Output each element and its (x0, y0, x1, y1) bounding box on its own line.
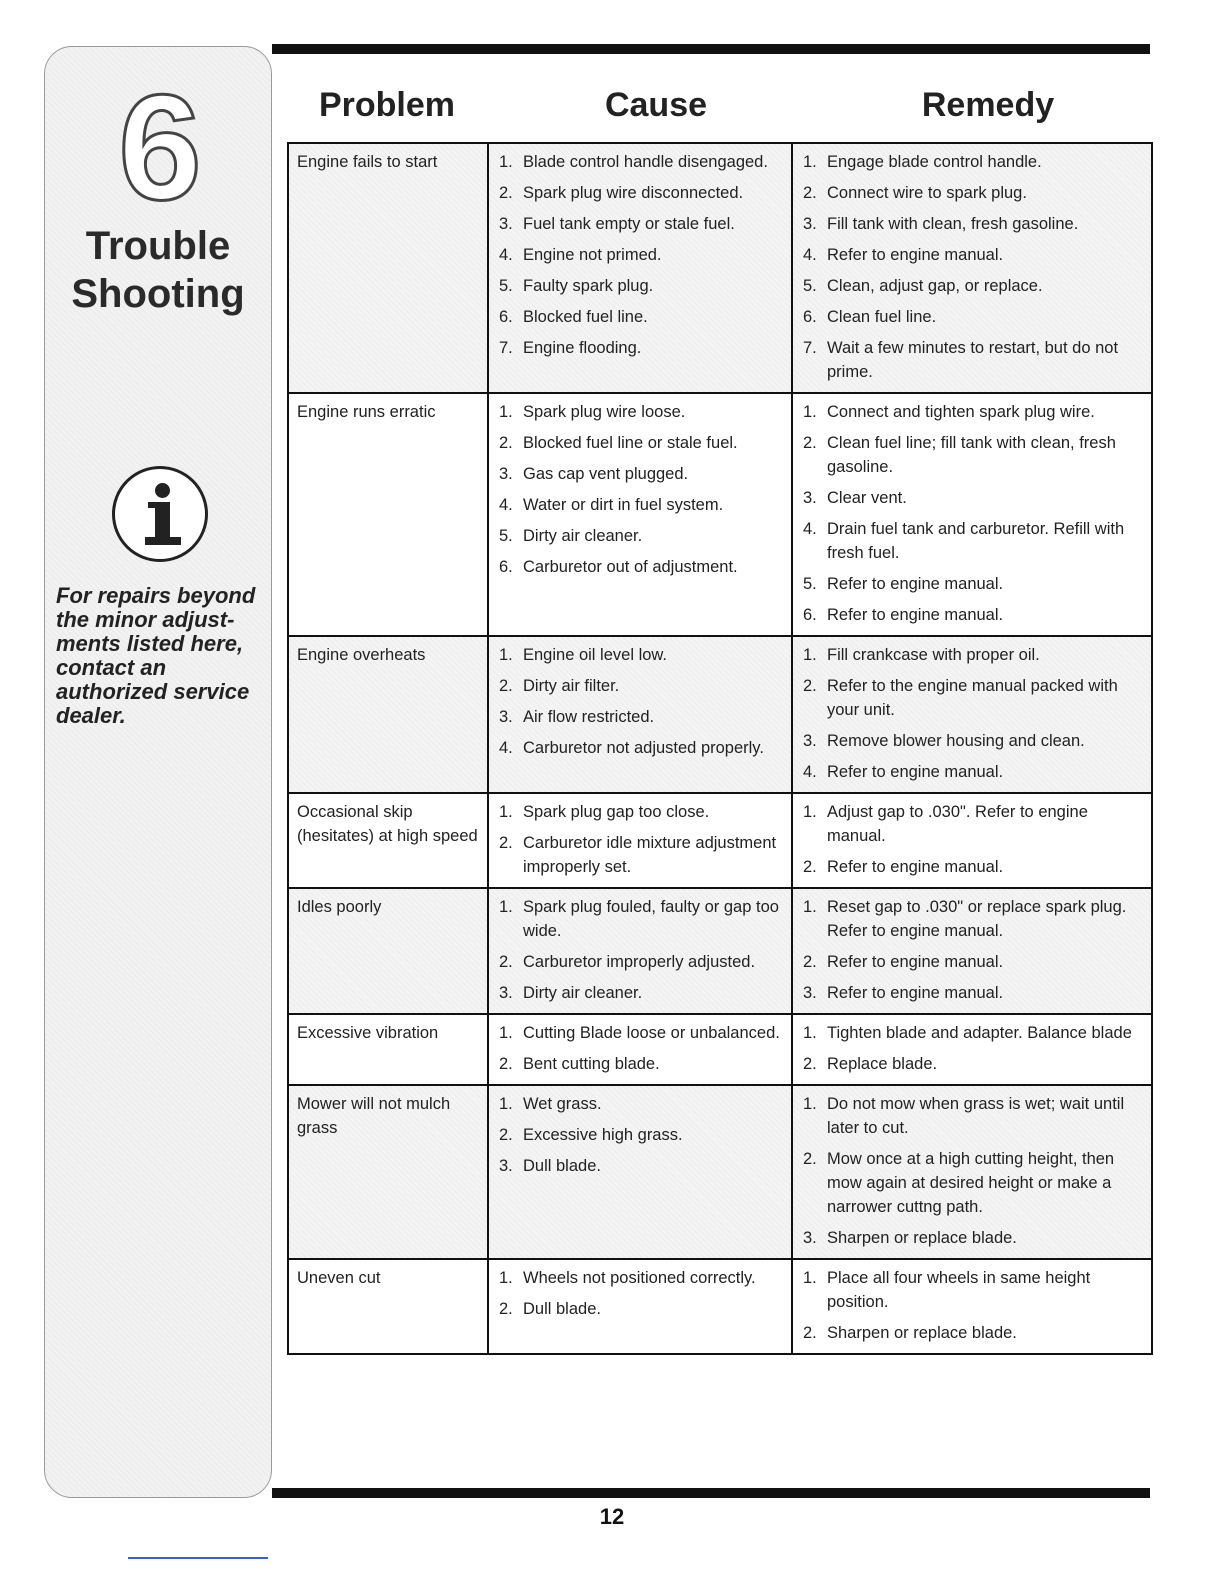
item-number: 1. (803, 803, 817, 821)
cause-text: Cutting Blade loose or unbalanced. (523, 1024, 780, 1042)
cause-item (497, 1092, 783, 1116)
remedy-item (801, 895, 1143, 943)
page-number: 12 (599, 1504, 625, 1529)
cause-item (497, 831, 783, 879)
item-number: 2. (803, 434, 817, 452)
remedy-text: Refer to engine manual. (827, 984, 1004, 1002)
item-number: 2. (499, 953, 513, 971)
cause-text: Spark plug fouled, faulty or gap too wide. (523, 898, 779, 940)
remedy-text: Clean, adjust gap, or replace. (827, 277, 1043, 295)
item-number: 4. (499, 246, 513, 264)
item-number: 3. (803, 1229, 817, 1247)
bottom-rule (272, 1488, 1150, 1498)
item-number: 1. (803, 1024, 817, 1042)
remedy-cell (792, 1085, 1152, 1259)
remedy-cell (792, 636, 1152, 793)
remedy-item (801, 603, 1143, 627)
cause-item (497, 895, 783, 943)
cause-item (497, 305, 783, 329)
item-number: 4. (499, 739, 513, 757)
remedy-cell (792, 143, 1152, 393)
cause-text: Engine oil level low. (523, 646, 668, 664)
remedy-item (801, 981, 1143, 1005)
remedy-item (801, 950, 1143, 974)
remedy-cell (792, 1014, 1152, 1085)
cause-item (497, 274, 783, 298)
item-number: 3. (803, 215, 817, 233)
cause-text: Spark plug gap too close. (523, 803, 710, 821)
remedy-text: Connect wire to spark plug. (827, 184, 1027, 202)
remedy-item (801, 486, 1143, 510)
item-number: 2. (803, 677, 817, 695)
cause-item (497, 400, 783, 424)
remedy-cell (792, 888, 1152, 1014)
cause-text: Dull blade. (523, 1300, 601, 1318)
cause-item (497, 431, 783, 455)
problem-cell: Mower will not mulch grass (288, 1085, 488, 1259)
item-number: 1. (499, 1024, 513, 1042)
header-cause: Cause (604, 86, 708, 124)
cause-item (497, 981, 783, 1005)
remedy-item (801, 643, 1143, 667)
item-number: 1. (499, 153, 513, 171)
item-number: 7. (499, 339, 513, 357)
cause-text: Dirty air cleaner. (523, 984, 643, 1002)
remedy-text: Engage blade control handle. (827, 153, 1042, 171)
cause-item (497, 1297, 783, 1321)
cause-item (497, 1154, 783, 1178)
table-row (288, 143, 1152, 393)
cause-text: Wet grass. (523, 1095, 602, 1113)
remedy-text: Do not mow when grass is wet; wait until later to cut. (827, 1095, 1125, 1137)
cause-text: Blade control handle disengaged. (523, 153, 768, 171)
item-number: 1. (803, 153, 817, 171)
cause-text: Spark plug wire disconnected. (523, 184, 744, 202)
item-number: 6. (499, 308, 513, 326)
cause-text: Bent cutting blade. (523, 1055, 660, 1073)
table-row (288, 636, 1152, 793)
cause-item (497, 212, 783, 236)
cause-item (497, 950, 783, 974)
cause-text: Blocked fuel line or stale fuel. (523, 434, 738, 452)
remedy-item (801, 729, 1143, 753)
item-number: 2. (499, 1055, 513, 1073)
header-problem: Problem (318, 86, 456, 124)
problem-cell: Excessive vibration (288, 1014, 488, 1085)
table-row (288, 793, 1152, 888)
problem-cell: Occasional skip (hesitates) at high speed (288, 793, 488, 888)
remedy-text: Wait a few minutes to restart, but do not prime. (827, 339, 1119, 381)
item-number: 2. (803, 953, 817, 971)
remedy-item (801, 181, 1143, 205)
remedy-text: Refer to engine manual. (827, 953, 1004, 971)
remedy-item (801, 1266, 1143, 1314)
item-number: 3. (499, 465, 513, 483)
item-number: 2. (499, 1300, 513, 1318)
item-number: 5. (803, 575, 817, 593)
troubleshooting-table (287, 142, 1153, 1355)
cause-item (497, 1052, 783, 1076)
table-row (288, 393, 1152, 636)
item-number: 1. (803, 646, 817, 664)
remedy-cell (792, 393, 1152, 636)
cause-item (497, 643, 783, 667)
cause-text: Carburetor out of adjustment. (523, 558, 738, 576)
item-number: 2. (803, 1055, 817, 1073)
remedy-cell (792, 1259, 1152, 1354)
remedy-item (801, 274, 1143, 298)
remedy-text: Sharpen or replace blade. (827, 1229, 1017, 1247)
item-number: 1. (499, 898, 513, 916)
remedy-item (801, 1052, 1143, 1076)
remedy-text: Place all four wheels in same height position. (827, 1269, 1091, 1311)
remedy-item (801, 572, 1143, 596)
remedy-item (801, 1021, 1143, 1045)
cause-text: Gas cap vent plugged. (523, 465, 689, 483)
cause-cell (488, 393, 792, 636)
remedy-item (801, 305, 1143, 329)
cause-item (497, 493, 783, 517)
item-number: 5. (499, 527, 513, 545)
problem-cell: Engine fails to start (288, 143, 488, 393)
remedy-item (801, 855, 1143, 879)
item-number: 2. (499, 434, 513, 452)
item-number: 3. (803, 489, 817, 507)
cause-cell (488, 888, 792, 1014)
remedy-item (801, 1321, 1143, 1345)
remedy-item (801, 517, 1143, 565)
remedy-text: Replace blade. (827, 1055, 938, 1073)
cause-text: Engine not primed. (523, 246, 662, 264)
top-rule (272, 44, 1150, 54)
remedy-text: Refer to engine manual. (827, 606, 1004, 624)
cause-item (497, 555, 783, 579)
cause-item (497, 1266, 783, 1290)
cause-text: Wheels not positioned correctly. (523, 1269, 756, 1287)
table-row (288, 1259, 1152, 1354)
item-number: 7. (803, 339, 817, 357)
header-remedy: Remedy (921, 86, 1055, 124)
service-note: For repairs beyond the minor adjust-ments listed here, contact an authorized service dealer. (56, 583, 256, 728)
cause-cell (488, 1259, 792, 1354)
remedy-text: Refer to engine manual. (827, 858, 1004, 876)
remedy-item (801, 674, 1143, 722)
remedy-text: Drain fuel tank and carburetor. Refill with fresh fuel. (827, 520, 1125, 562)
item-number: 1. (499, 1269, 513, 1287)
item-number: 6. (803, 308, 817, 326)
item-number: 4. (499, 496, 513, 514)
remedy-item (801, 243, 1143, 267)
cause-text: Engine flooding. (523, 339, 642, 357)
cause-text: Dirty air cleaner. (523, 527, 643, 545)
chapter-number: 6 (118, 63, 202, 231)
cause-text: Excessive high grass. (523, 1126, 683, 1144)
item-number: 2. (499, 184, 513, 202)
problem-cell: Engine overheats (288, 636, 488, 793)
item-number: 2. (803, 1324, 817, 1342)
remedy-text: Connect and tighten spark plug wire. (827, 403, 1095, 421)
remedy-item (801, 212, 1143, 236)
cause-text: Fuel tank empty or stale fuel. (523, 215, 735, 233)
cause-item (497, 336, 783, 360)
cause-cell (488, 1085, 792, 1259)
cause-item (497, 1021, 783, 1045)
cause-text: Carburetor idle mixture adjustment improperly set. (523, 834, 777, 876)
section-title-line1: Trouble (85, 224, 231, 268)
cause-item (497, 181, 783, 205)
section-title-line2: Shooting (71, 272, 245, 316)
remedy-text: Sharpen or replace blade. (827, 1324, 1017, 1342)
remedy-item (801, 150, 1143, 174)
remedy-item (801, 431, 1143, 479)
item-number: 1. (803, 403, 817, 421)
remedy-item (801, 1226, 1143, 1250)
cause-text: Spark plug wire loose. (523, 403, 686, 421)
cause-item (497, 462, 783, 486)
item-number: 5. (803, 277, 817, 295)
remedy-text: Refer to engine manual. (827, 246, 1004, 264)
item-number: 3. (499, 984, 513, 1002)
item-number: 3. (499, 1157, 513, 1175)
item-number: 6. (499, 558, 513, 576)
cause-text: Dirty air filter. (523, 677, 620, 695)
item-number: 2. (499, 834, 513, 852)
remedy-item (801, 800, 1143, 848)
remedy-text: Remove blower housing and clean. (827, 732, 1085, 750)
item-number: 3. (499, 708, 513, 726)
cause-item (497, 736, 783, 760)
item-number: 2. (803, 184, 817, 202)
cause-text: Water or dirt in fuel system. (523, 496, 724, 514)
cause-item (497, 705, 783, 729)
remedy-item (801, 336, 1143, 384)
item-number: 4. (803, 763, 817, 781)
table-row (288, 1085, 1152, 1259)
remedy-item (801, 1092, 1143, 1140)
item-number: 5. (499, 277, 513, 295)
cause-cell (488, 793, 792, 888)
item-number: 2. (803, 858, 817, 876)
remedy-text: Tighten blade and adapter. Balance blade (827, 1024, 1132, 1042)
table-row (288, 888, 1152, 1014)
cause-item (497, 524, 783, 548)
item-number: 1. (499, 403, 513, 421)
item-number: 3. (499, 215, 513, 233)
cause-cell (488, 636, 792, 793)
cause-text: Faulty spark plug. (523, 277, 654, 295)
cause-item (497, 243, 783, 267)
item-number: 1. (803, 1095, 817, 1113)
item-number: 3. (803, 732, 817, 750)
item-number: 1. (499, 1095, 513, 1113)
remedy-item (801, 400, 1143, 424)
cause-item (497, 674, 783, 698)
remedy-text: Refer to the engine manual packed with your unit. (827, 677, 1118, 719)
item-number: 2. (499, 677, 513, 695)
remedy-text: Clean fuel line; fill tank with clean, fresh gasoline. (827, 434, 1116, 476)
remedy-text: Adjust gap to .030". Refer to engine manual. (827, 803, 1088, 845)
remedy-text: Refer to engine manual. (827, 575, 1004, 593)
remedy-item (801, 1147, 1143, 1219)
remedy-text: Fill tank with clean, fresh gasoline. (827, 215, 1079, 233)
cause-text: Carburetor improperly adjusted. (523, 953, 756, 971)
remedy-text: Mow once at a high cutting height, then mow again at desired height or make a narrower cuttng path. (827, 1150, 1115, 1216)
remedy-item (801, 760, 1143, 784)
cause-item (497, 800, 783, 824)
item-number: 3. (803, 984, 817, 1002)
problem-cell: Idles poorly (288, 888, 488, 1014)
remedy-text: Reset gap to .030" or replace spark plug. Refer to engine manual. (827, 898, 1127, 940)
item-number: 6. (803, 606, 817, 624)
cause-cell (488, 1014, 792, 1085)
item-number: 4. (803, 520, 817, 538)
cause-text: Dull blade. (523, 1157, 601, 1175)
item-number: 1. (499, 646, 513, 664)
cause-text: Blocked fuel line. (523, 308, 648, 326)
item-number: 1. (499, 803, 513, 821)
cause-item (497, 150, 783, 174)
remedy-text: Clear vent. (827, 489, 907, 507)
item-number: 1. (803, 898, 817, 916)
page-edge-line (128, 1557, 268, 1559)
cause-text: Air flow restricted. (523, 708, 655, 726)
remedy-text: Refer to engine manual. (827, 763, 1004, 781)
item-number: 2. (803, 1150, 817, 1168)
item-number: 2. (499, 1126, 513, 1144)
remedy-text: Clean fuel line. (827, 308, 937, 326)
item-number: 1. (803, 1269, 817, 1287)
problem-cell: Engine runs erratic (288, 393, 488, 636)
cause-cell (488, 143, 792, 393)
remedy-cell (792, 793, 1152, 888)
table-row (288, 1014, 1152, 1085)
cause-item (497, 1123, 783, 1147)
problem-cell: Uneven cut (288, 1259, 488, 1354)
remedy-text: Fill crankcase with proper oil. (827, 646, 1040, 664)
cause-text: Carburetor not adjusted properly. (523, 739, 764, 757)
info-icon (112, 466, 208, 562)
item-number: 4. (803, 246, 817, 264)
